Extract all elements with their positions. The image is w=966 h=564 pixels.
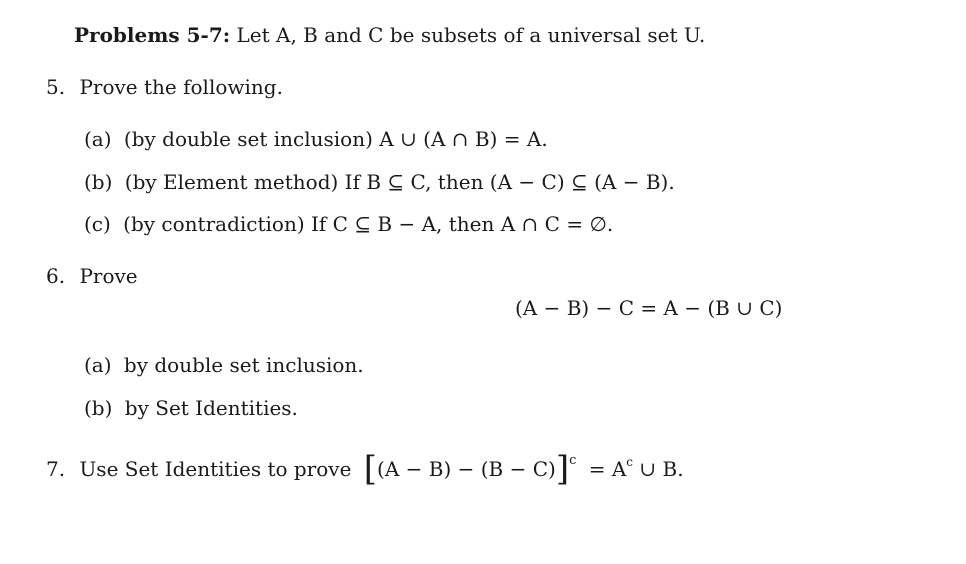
problem-7-expression [363,449,684,489]
problem-7 [46,448,684,489]
problem-5b-text: (by Element method) If B ⊆ C, then (A − C) ⊆ (A − B). [124,170,675,194]
problem-5 [46,77,283,97]
complement-superscript: c [569,453,577,468]
problem-5-text: Prove the following. [79,75,283,99]
problem-6-equation: (A − B) − C = A − (B ∪ C) [515,296,783,320]
problem-6-number: 6. [46,264,66,288]
problem-5-number: 5. [46,75,66,99]
rhs-end: ∪ B. [633,457,684,481]
header-bold: Problems 5-7: [74,23,231,47]
problem-7-text: Use Set Identities to prove [79,457,352,481]
problem-7-rhs [589,457,684,481]
problem-5b [84,172,675,192]
problem-5b-label: (b) [84,170,113,194]
problem-6b [84,398,298,418]
left-bracket: [ [363,449,378,489]
problem-5a [84,129,548,149]
problem-5a-label: (a) [84,127,112,151]
problem-6a-label: (a) [84,353,112,377]
problem-5c-text: (by contradiction) If C ⊆ B − A, then A ∩ C = ∅. [123,212,614,236]
problems-header [74,25,705,45]
problem-5c [84,214,613,234]
right-bracket: ] [555,449,570,489]
problem-5c-label: (c) [84,212,111,236]
problem-7-number: 7. [46,457,66,481]
problem-6 [46,266,138,286]
rhs-equals: = A [588,457,627,481]
problem-6b-label: (b) [84,396,113,420]
problem-5a-text: (by double set inclusion) A ∪ (A ∩ B) = A. [123,127,548,151]
problem-6a [84,355,364,375]
problem-6b-text: by Set Identities. [124,396,298,420]
rhs-superscript: c [626,455,634,469]
problem-6a-text: by double set inclusion. [123,353,364,377]
problem-6-text: Prove [79,264,138,288]
header-text: Let A, B and C be subsets of a universal set U. [230,23,706,47]
problem-7-inner: (A − B) − (B − C) [377,457,556,481]
